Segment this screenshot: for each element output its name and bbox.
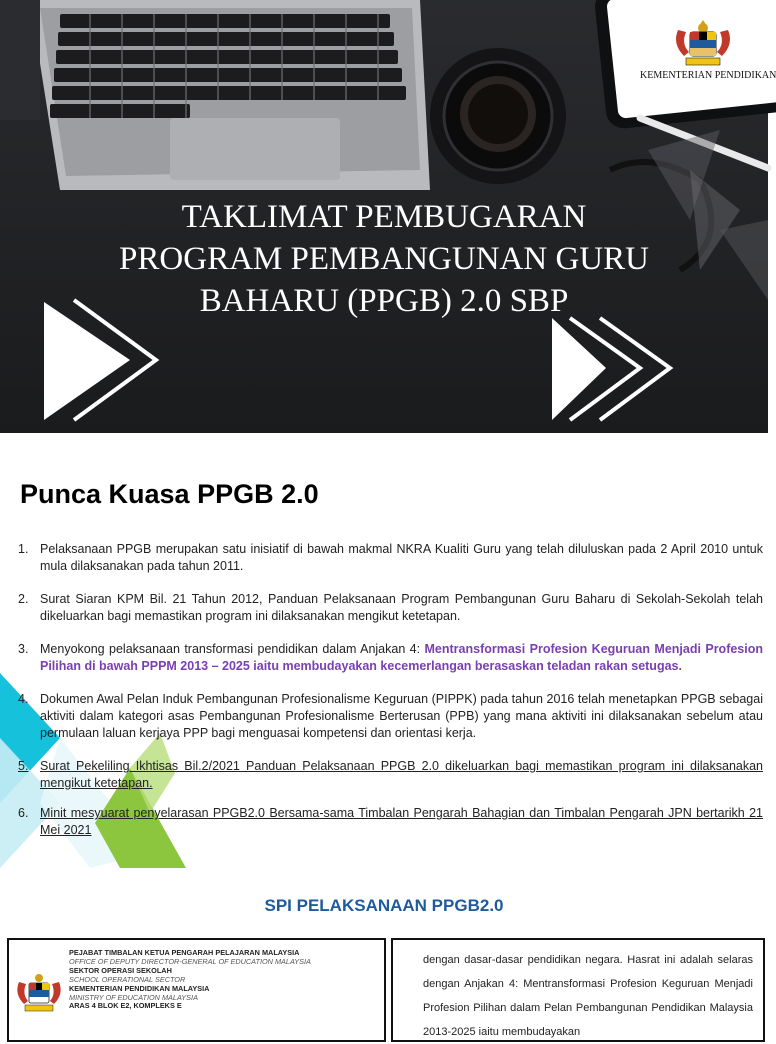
list-item <box>18 641 763 675</box>
authority-slide <box>0 433 768 868</box>
letterhead-text <box>69 949 311 1011</box>
title-slide <box>0 0 776 433</box>
list-number: 3. <box>18 642 29 656</box>
malaysia-coat-of-arms-icon <box>15 972 63 1016</box>
list-item <box>18 591 763 625</box>
malaysia-coat-of-arms-icon <box>670 16 736 68</box>
title-line: TAKLIMAT PEMBUGARAN <box>181 199 587 235</box>
letterhead-line: OFFICE OF DEPUTY DIRECTOR-GENERAL OF EDUCATION MALAYSIA <box>69 956 311 966</box>
list-number: 4. <box>18 692 29 706</box>
title-line: BAHARU (PPGB) 2.0 SBP <box>199 283 569 319</box>
section-heading: SPI PELAKSANAAN PPGB2.0 <box>264 896 504 915</box>
list-item-text: Pelaksanaan PPGB merupakan satu inisiatif di bawah makmal NKRA Kualiti Guru yang telah diluluskan pada 2 April 2010 untuk mula dilaksanakan pada tahun 2011. <box>40 542 763 573</box>
letterhead-line: SCHOOL OPERATIONAL SECTOR <box>69 974 186 984</box>
list-item-text: Dokumen Awal Pelan Induk Pembangunan Profesionalisme Keguruan (PIPPK) pada tahun 2016 telah menetapkan PPGB sebagai aktiviti dalam kategori asas Pembangunan Profesionalisme Berterusan (PPB) yang mana aktiviti ini dilaksanakan sebelum atau permulaan laluan kerjaya PPP bagi menguasai kompetensi dan orientasi kerja. <box>40 692 763 740</box>
presentation-title <box>40 196 728 322</box>
list-item-text: Menyokong pelaksanaan transformasi pendidikan dalam Anjakan 4: <box>40 642 425 656</box>
coffee-cup-illustration <box>430 48 566 184</box>
letterhead-line: MINISTRY OF EDUCATION MALAYSIA <box>69 992 198 1002</box>
list-number: 2. <box>18 592 29 606</box>
list-item <box>18 541 763 575</box>
spi-slide <box>0 868 768 1038</box>
list-item[interactable] <box>18 805 763 839</box>
ministry-label: KEMENTERIAN PENDIDIKAN <box>640 70 776 81</box>
highlighted-text: Mentransformasi Profesion Keguruan Menjadi Profesion Pilihan di bawah PPPM 2013 – 2025 iaitu membudayakan kecemerlangan berasaskan teladan rakan setugas. <box>40 642 764 673</box>
letterhead-line: SEKTOR OPERASI SEKOLAH <box>69 965 172 975</box>
excerpt-text: dengan dasar-dasar pendidikan negara. Hasrat ini adalah selaras dengan Anjakan 4: Mentransformasi Profesion Keguruan Menjadi Profesion Pilihan dalam Pelan Pembangunan Pendidikan Malaysia 2013-2025 iaitu membudayakan <box>423 954 753 1038</box>
laptop-illustration <box>0 0 430 190</box>
circular-excerpt-document <box>391 938 765 1042</box>
authority-list <box>18 541 763 855</box>
letterhead-line: PEJABAT TIMBALAN KETUA PENGARAH PELAJARAN MALAYSIA <box>69 948 300 957</box>
list-number: 5. <box>18 759 29 773</box>
list-number: 6. <box>18 806 29 820</box>
circular-link[interactable]: Surat Pekeliling Ikhtisas Bil.2/2021 Panduan Pelaksanaan PPGB 2.0 dikeluarkan bagi memastikan program ini dilaksanakan mengikut ketetapan. <box>40 759 763 790</box>
list-number: 1. <box>18 542 29 556</box>
section-heading: Punca Kuasa PPGB 2.0 <box>20 479 319 509</box>
list-item[interactable] <box>18 758 763 792</box>
minutes-link[interactable]: Minit mesyuarat penyelarasan PPGB2.0 Bersama-sama Timbalan Pengarah Bahagian dan Timbalan Pengarah JPN bertarikh 21 Mei 2021 <box>40 806 763 837</box>
list-item <box>18 691 763 742</box>
letterhead-document <box>7 938 386 1042</box>
list-item-text: Surat Siaran KPM Bil. 21 Tahun 2012, Panduan Pelaksanaan Program Pembangunan Guru Baharu di Sekolah-Sekolah telah dikeluarkan bagi memastikan program ini dilaksanakan mengikut ketetapan. <box>40 592 763 623</box>
letterhead-line: ARAS 4 BLOK E2, KOMPLEKS E <box>69 1001 182 1011</box>
title-line: PROGRAM PEMBANGUNAN GURU <box>119 241 649 277</box>
letterhead-line: KEMENTERIAN PENDIDIKAN MALAYSIA <box>69 983 210 993</box>
